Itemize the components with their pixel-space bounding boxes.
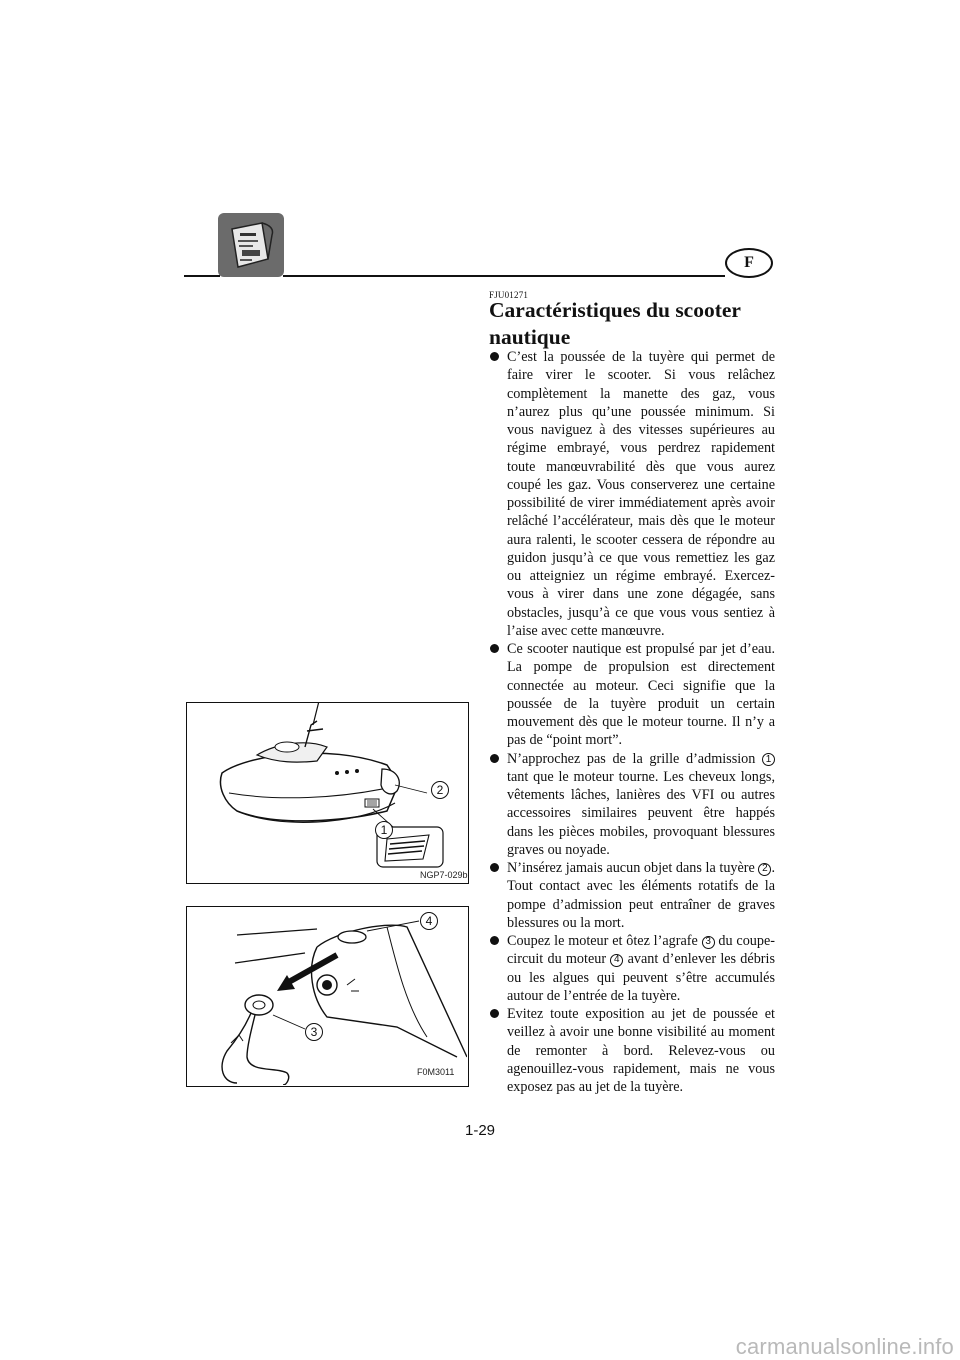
bullet-item: Ce scooter nautique est propulsé par jet d’eau. La pompe de propulsion est directement connectée au moteur. Ceci signifie que la poussée de la tuyère produit un certain mouvement dès que le moteur tourne. Il n’y a pas de “point mort”. [489, 640, 775, 750]
callout-3: 3 [305, 1023, 323, 1041]
bullet-item: Coupez le moteur et ôtez l’agrafe 3 du coupe-circuit du moteur 4 avant d’enlever les débris ou les algues qui peuvent s’être accumulés autour de l’entrée de la tuyère. [489, 932, 775, 1005]
bullet-dot-icon [490, 754, 499, 763]
callout-4: 4 [420, 912, 438, 930]
watermark: carmanualsonline.info [735, 1334, 954, 1359]
watercraft-illustration [187, 703, 467, 882]
callout-ref: 1 [762, 753, 775, 766]
manual-book-icon [218, 213, 284, 277]
bullet-item: C’est la poussée de la tuyère qui permet de faire virer le scooter. Si vous relâchez complètement la manette des gaz, vous n’aurez plus qu’une poussée minimum. Si vous naviguez à des vitesses supérieures au régime embrayé, vous perdrez rapidement toute manœuvrabilité dès que vous aurez coupé les gaz. Vous conserverez une certaine possibilité de virer immédiatement après avoir relâché l’accélérateur, mais dès que le moteur aura ralenti, le scooter cessera de répondre au guidon jusqu’à ce que vous remettiez les gaz ou atteigniez un régime embrayé. Exercez-vous à virer dans une zone dégagée, sans obstacles, jusqu’à ce que vous vous sentiez à l’aise avec cette manœuvre. [489, 348, 775, 640]
callout-ref: 3 [702, 936, 715, 949]
shutoff-switch-illustration [187, 907, 467, 1085]
bullet-dot-icon [490, 863, 499, 872]
language-badge: F [725, 248, 773, 278]
header-rule-right [283, 275, 725, 277]
callout-ref: 2 [758, 863, 771, 876]
callout-1: 1 [375, 821, 393, 839]
page-number: 1-29 [464, 1122, 496, 1139]
figure-code: NGP7-029b [420, 870, 468, 880]
section-code: FJU01271 [489, 290, 529, 300]
callout-ref: 4 [610, 954, 623, 967]
bullet-list [489, 348, 775, 1096]
bullet-dot-icon [490, 352, 499, 361]
section-title: Caractéristiques du scooter nautique [489, 298, 741, 349]
bullet-dot-icon [490, 644, 499, 653]
bullet-item: N’approchez pas de la grille d’admission 1 tant que le moteur tourne. Les cheveux longs, vêtements lâches, lanières des VFI ou autres accessoires similaires peuvent être happés dans les pièces mobiles, provoquant blessures graves ou noyade. [489, 750, 775, 860]
bullet-item: N’insérez jamais aucun objet dans la tuyère 2 . Tout contact avec les éléments rotatifs de la pompe d’admission peut entraîner de graves blessures ou la mort. [489, 859, 775, 932]
header-rule-left [184, 275, 220, 277]
callout-2: 2 [431, 781, 449, 799]
figure-shutoff-switch [186, 906, 469, 1087]
bullet-dot-icon [490, 936, 499, 945]
figure-watercraft [186, 702, 469, 884]
bullet-item: Evitez toute exposition au jet de poussée et veillez à avoir une bonne visibilité au moment de remonter à bord. Relevez-vous ou agenouillez-vous rapidement, mais ne vous exposez pas au jet de la tuyère. [489, 1005, 775, 1096]
bullet-dot-icon [490, 1009, 499, 1018]
figure-code: F0M3011 [417, 1067, 455, 1077]
